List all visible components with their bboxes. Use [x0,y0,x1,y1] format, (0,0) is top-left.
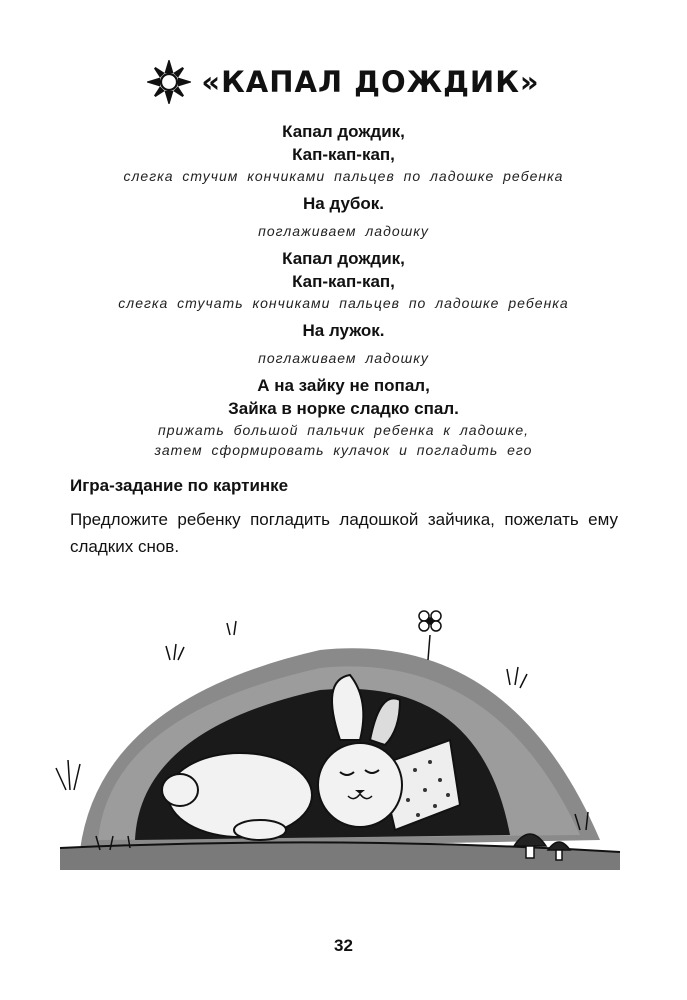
verse-line: Кап-кап-кап, [292,272,395,291]
task-text: Предложите ребенку погладить ладошкой зайчика, пожелать ему сладких снов. [70,510,618,556]
sun-icon [147,60,191,104]
verse-line: Кап-кап-кап, [292,145,395,164]
verse-line: На лужок. [302,321,385,340]
instruction-note: поглаживаем ладошку [258,350,429,366]
page-number: 32 [334,936,353,955]
task-heading: Игра-задание по картинке [70,476,289,495]
verse-line: На дубок. [302,194,385,213]
instruction-note: слегка стучим кончиками пальцев по ладошке ребенка [123,168,564,184]
instruction-note: поглаживаем ладошку [258,223,429,239]
instruction-note: прижать большой пальчик ребенка к ладошке, [157,422,530,438]
task-section [70,476,618,560]
instruction-note: слегка стучать кончиками пальцев по ладошке ребенка [118,295,569,311]
sleeping-bunny-illustration [40,590,640,890]
poem [0,120,687,460]
instruction-note: затем сформировать кулачок и погладить его [154,442,533,458]
verse-line: Капал дождик, [282,122,405,141]
page-title: «КАПАЛ ДОЖДИК» [201,65,540,99]
title-row [0,60,687,104]
verse-line: Капал дождик, [282,249,405,268]
verse-line: А на зайку не попал, [257,376,430,395]
verse-line: Зайка в норке сладко спал. [228,399,459,418]
